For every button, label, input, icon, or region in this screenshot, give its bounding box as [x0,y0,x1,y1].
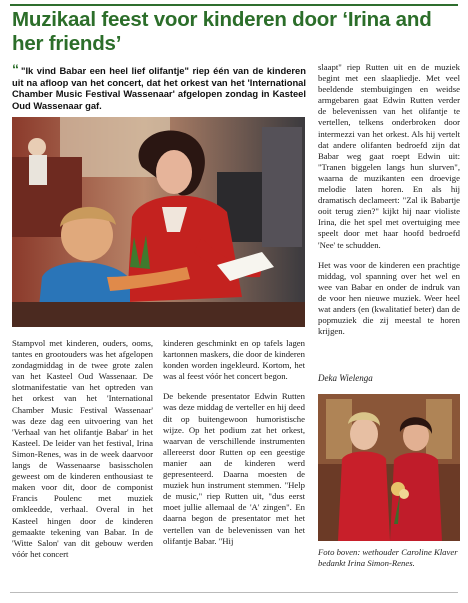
column-1 [12,338,153,569]
quote-mark: “ [12,61,19,77]
secondary-photo-illustration [318,394,460,541]
article-intro [12,61,306,111]
top-rule [10,4,458,6]
main-photo-illustration [12,117,305,327]
article-title: Muzikaal feest voor kinderen door ‘Irina and her friends’ [12,8,432,55]
col3-paragraph-1: slaapt" riep Rutten uit en de muziek begint met een slaapliedje. Met veel beeldende stembuigingen en weidse armgebaren gaat Edwin Rutten verder de belevenissen van het olifantje te vertellen, telkens onderbroken door intermezzi van het orkest. Als hij vertelt dat andere olifanten bedroefd zijn dat Babar weg gaat roept Edwin uit: "Tranen biggelen langs hun slurven", waarna de muzikanten een droevige melodie laten horen. En als hij dramatisch declameert: "Zal ik Babartje ooit terug zien?" kijkt hij naar violiste Irina, die het spel met overtuiging mee speelt door met haar hoofd bedroefd 'Nee' te schudden. [318,62,460,250]
col3-paragraph-2: Het was voor de kinderen een prachtige middag, vol spanning over het wel en wee van Babar en onder de indruk van de voor hen nieuwe muziek. Weer heel wat anders (en (kwalitatief beter) dan de popmuziek die zij meestal te horen krijgen. [318,259,460,337]
column-2 [163,338,305,556]
author-byline: Deka Wielenga [318,373,373,383]
col1-paragraph-1: Stampvol met kinderen, ouders, ooms, tantes en grootouders was het afgelopen zondagmiddag in de twee grote zalen van het Kasteel Oud Wassenaar. De slotmanifestatie van het optreden van het orkest van het 'International Chamber Music Festival Wassenaar' was deze dag een uitvoering van het 'Verhaal van het olifantje Babar' in het Kasteel. De leider van het festival, Irina Simon-Renes, was in de week daarvoor langs de Wassenaarse basisscholen geweest om de kinderen enthousiast te maken voor dit, door de componist Francis Poulenc met muziek omkleedde, verhaal. Overal in het Kasteel hingen door de kinderen gemaakte tekening van Babar. In de 'Witte Salon' van dit gebouw werden vóór het concert [12,338,153,559]
main-photo [12,117,305,327]
secondary-photo [318,394,460,541]
intro-text: "Ik vind Babar een heel lief olifantje" riep één van de kinderen uit na afloop van het concert, dat het orkest van het 'International Chamber Music Festival Wassenaar' afgelopen zondag in Kasteel Oud Wassenaar gaf. [12,65,306,111]
photo-caption: Foto boven: wethouder Caroline Klaver bedankt Irina Simon-Renes. [318,547,458,568]
col2-paragraph-2: De bekende presentator Edwin Rutten was deze middag de verteller en hij deed dit op buitengewoon humoristische wijze. Op het podium zat het orkest, waarvan de verschillende instrumenten allereerst door Rutten op een geestige manier aan de kinderen werd gepresenteerd. Daarna moesten de muziek hun instrument stemmen. "Help de music," riep Rutten uit, "dus eerst moet jullie allemaal de 'A' zingen". En daarna begon de presentator met het vertellen van de belevenissen van het olifantje Babar. "Hij [163,391,305,546]
column-3 [318,62,460,346]
col2-paragraph-1: kinderen geschminkt en op tafels lagen kartonnen maskers, die door de kinderen konden worden ingekleurd. Kortom, het was al feest vóór het concert begon. [163,338,305,382]
bottom-rule [10,592,458,593]
